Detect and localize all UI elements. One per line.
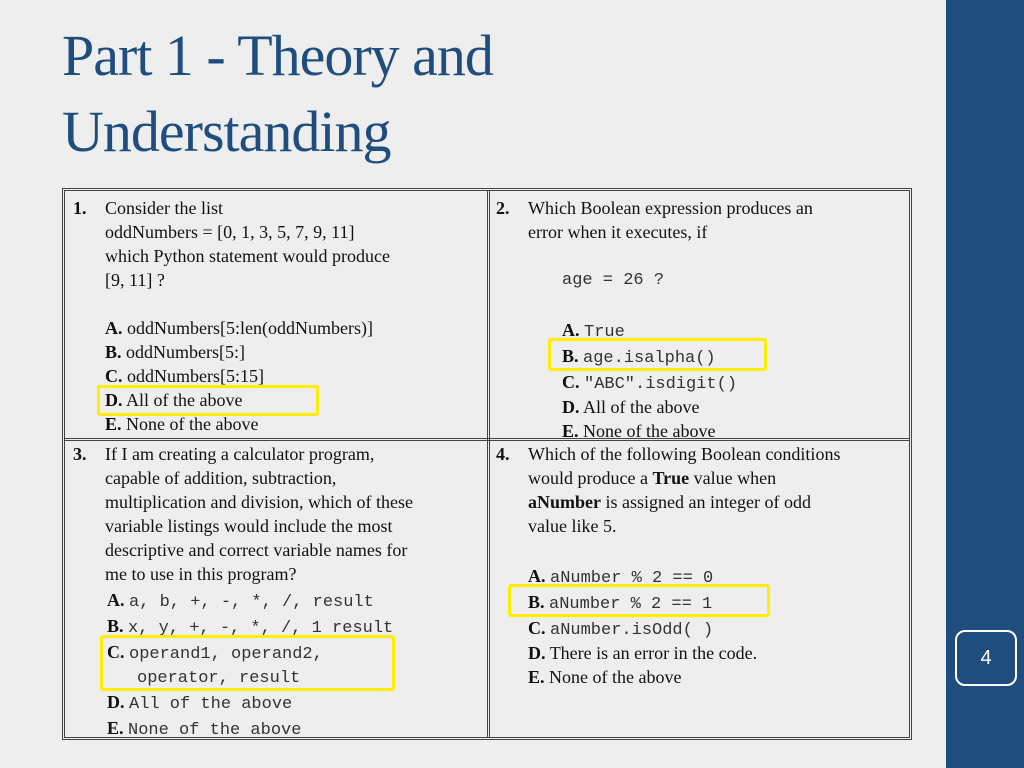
option-d[interactable]: [107, 690, 292, 717]
question-2: [496, 196, 906, 441]
option-letter: B.: [528, 592, 545, 612]
option-text: aNumber % 2 == 1: [549, 595, 713, 614]
answer-highlight: [97, 385, 319, 416]
text-fragment: would produce a: [528, 468, 653, 488]
text-bold: aNumber: [528, 492, 601, 512]
text-fragment: value when: [689, 468, 777, 488]
question-text-line: If I am creating a calculator program,: [105, 444, 375, 464]
title-line-1: Part 1 - Theory and: [62, 23, 493, 88]
option-letter: D.: [107, 692, 125, 712]
answer-highlight: [508, 584, 770, 617]
question-text-line: descriptive and correct variable names for: [105, 540, 408, 560]
option-e[interactable]: [528, 665, 681, 689]
question-text-line: error when it executes, if: [528, 222, 708, 242]
option-text: aNumber.isOdd( ): [550, 621, 714, 640]
question-4: [496, 442, 906, 737]
option-text: There is an error in the code.: [549, 643, 758, 663]
option-letter: C.: [107, 642, 125, 662]
option-letter: C.: [528, 618, 546, 638]
option-a[interactable]: [105, 316, 373, 340]
question-text-line: capable of addition, subtraction,: [105, 468, 337, 488]
column-divider: [487, 191, 490, 737]
option-text: None of the above: [583, 421, 716, 441]
question-number: 2.: [496, 198, 510, 218]
option-letter: E.: [562, 421, 579, 441]
question-number: 1.: [73, 198, 87, 218]
option-e[interactable]: [562, 419, 715, 443]
option-letter: E.: [107, 718, 124, 738]
question-text-line: [528, 490, 811, 514]
option-letter: E.: [105, 414, 122, 434]
question-text-line: value like 5.: [528, 516, 617, 536]
option-text: oddNumbers[5:len(oddNumbers)]: [127, 318, 373, 338]
option-e[interactable]: [107, 716, 301, 743]
option-letter: D.: [105, 390, 123, 410]
option-text: a, b, +, -, *, /, result: [129, 593, 374, 612]
option-letter: B.: [562, 346, 579, 366]
option-letter: D.: [562, 397, 580, 417]
question-text-line: [528, 466, 776, 490]
question-text-line: Which Boolean expression produces an: [528, 198, 813, 218]
option-d[interactable]: [528, 641, 757, 665]
page-number: 4: [980, 646, 992, 669]
option-c[interactable]: [528, 616, 713, 643]
question-text-line: Which of the following Boolean conditions: [528, 444, 841, 464]
option-letter: A.: [562, 320, 580, 340]
option-letter: C.: [105, 366, 123, 386]
question-1: [73, 196, 483, 436]
question-text-line: variable listings would include the most: [105, 516, 393, 536]
option-text: All of the above: [583, 397, 700, 417]
option-letter: A.: [105, 318, 123, 338]
option-text: operator, result: [137, 669, 301, 688]
option-text: oddNumbers[5:15]: [127, 366, 264, 386]
question-number: 4.: [496, 444, 510, 464]
option-text: True: [584, 323, 625, 342]
question-text-line: me to use in this program?: [105, 564, 297, 584]
text-fragment: is assigned an integer of odd: [601, 492, 811, 512]
option-text: None of the above: [126, 414, 259, 434]
option-letter: B.: [107, 616, 124, 636]
option-d[interactable]: [562, 395, 699, 419]
option-letter: C.: [562, 372, 580, 392]
option-text: None of the above: [549, 667, 682, 687]
question-text-line: which Python statement would produce: [105, 246, 390, 266]
option-text: All of the above: [129, 695, 293, 714]
row-divider: [65, 438, 909, 441]
title-line-2: Understanding: [62, 99, 391, 164]
option-text: age.isalpha(): [583, 349, 716, 368]
option-text: operand1, operand2,: [129, 645, 323, 664]
option-letter: A.: [107, 590, 125, 610]
question-table: [62, 188, 912, 740]
question-3: [73, 442, 483, 740]
option-text: x, y, +, -, *, /, 1 result: [128, 619, 394, 638]
answer-highlight: [548, 338, 767, 371]
question-code: age = 26 ?: [562, 271, 665, 290]
option-text: "ABC".isdigit(): [584, 375, 738, 394]
option-text: All of the above: [126, 390, 243, 410]
answer-highlight: [100, 635, 395, 691]
option-letter: D.: [528, 643, 546, 663]
option-text: oddNumbers[5:]: [126, 342, 245, 362]
question-text-line: Consider the list: [105, 198, 223, 218]
option-text: aNumber % 2 == 0: [550, 569, 714, 588]
option-letter: A.: [528, 566, 546, 586]
question-text-line: multiplication and division, which of these: [105, 492, 413, 512]
option-text: None of the above: [128, 721, 302, 740]
option-b[interactable]: [105, 340, 245, 364]
option-letter: B.: [105, 342, 122, 362]
question-text-line: [9, 11] ?: [105, 270, 165, 290]
slide-title: [62, 18, 922, 170]
option-letter: E.: [528, 667, 545, 687]
question-text-line: oddNumbers = [0, 1, 3, 5, 7, 9, 11]: [105, 222, 355, 242]
question-number: 3.: [73, 444, 87, 464]
text-bold: True: [652, 468, 690, 488]
option-c[interactable]: [562, 370, 737, 397]
option-a[interactable]: [107, 588, 374, 615]
